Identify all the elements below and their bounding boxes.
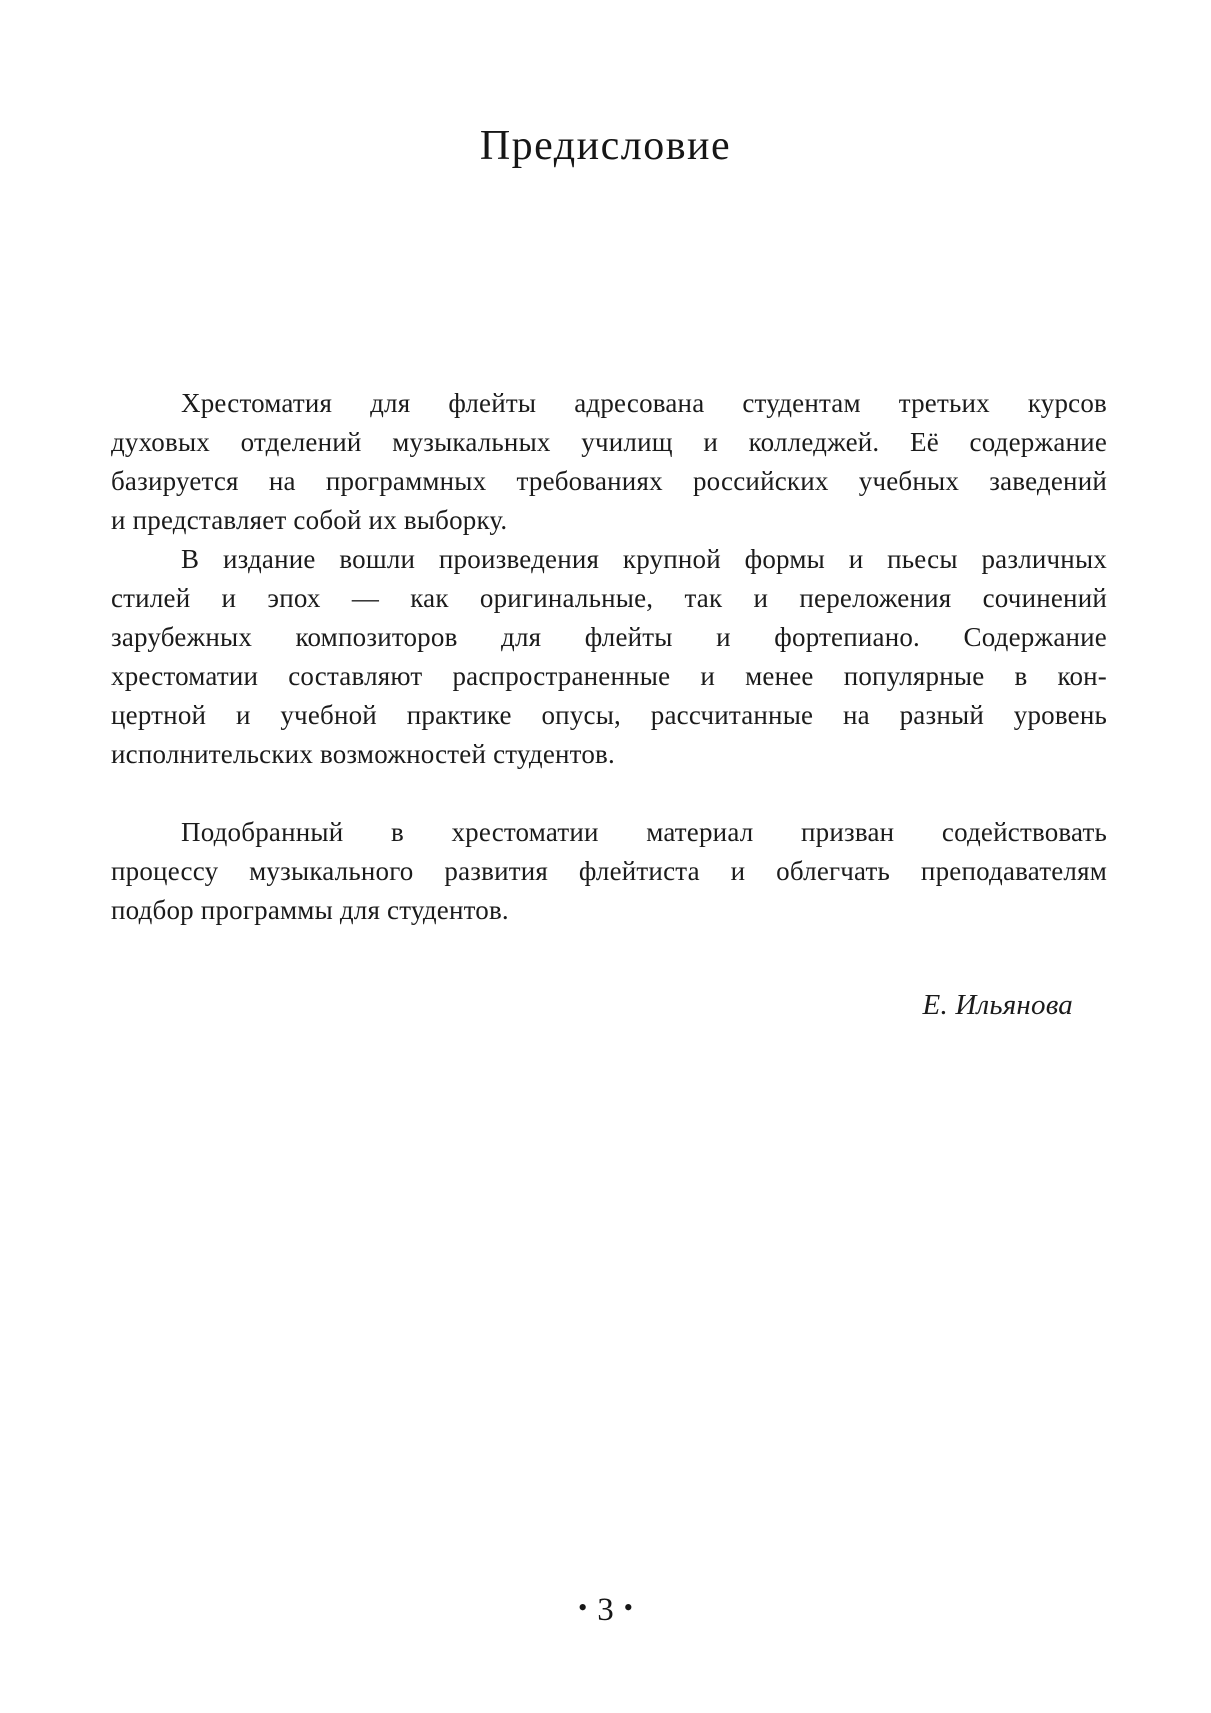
text-line: Хрестоматия для флейты адресована студентам третьих курсов — [181, 388, 1107, 418]
page-title: Предисловие — [479, 123, 732, 169]
text-line: подбор программы для студентов. — [111, 895, 509, 925]
footer-bullet-right: • — [623, 1593, 633, 1622]
text-line: цертной и учебной практике опусы, рассчитанные на разный уровень — [111, 700, 1107, 730]
paragraph-1 — [111, 384, 1107, 540]
text-line: зарубежных композиторов для флейты и фортепиано. Содержание — [111, 622, 1107, 652]
text-line: В издание вошли произведения крупной формы и пьесы различных — [181, 544, 1107, 574]
text-line: базируется на программных требованиях российских учебных заведений — [111, 466, 1107, 496]
text-line: процессу музыкального развития флейтиста и облегчать преподавателям — [111, 856, 1107, 886]
paragraph-2 — [111, 540, 1107, 774]
text-line: стилей и эпох — как оригинальные, так и переложения сочинений — [111, 583, 1107, 613]
footer-number: 3 — [597, 1592, 614, 1628]
author-signature: Е. Ильянова — [922, 989, 1073, 1021]
footer-bullet-left: • — [578, 1593, 588, 1622]
text-line: и представляет собой их выборку. — [111, 505, 508, 535]
text-line: Подобранный в хрестоматии материал призван содействовать — [181, 817, 1107, 847]
text-line: исполнительских возможностей студентов. — [111, 739, 615, 769]
page-number — [0, 1592, 1211, 1628]
text-line: хрестоматии составляют распространенные и менее популярные в кон- — [111, 661, 1107, 691]
preface-body — [111, 384, 1107, 1025]
text-line: духовых отделений музыкальных училищ и колледжей. Её содержание — [111, 427, 1107, 457]
paragraph-3 — [111, 813, 1107, 930]
